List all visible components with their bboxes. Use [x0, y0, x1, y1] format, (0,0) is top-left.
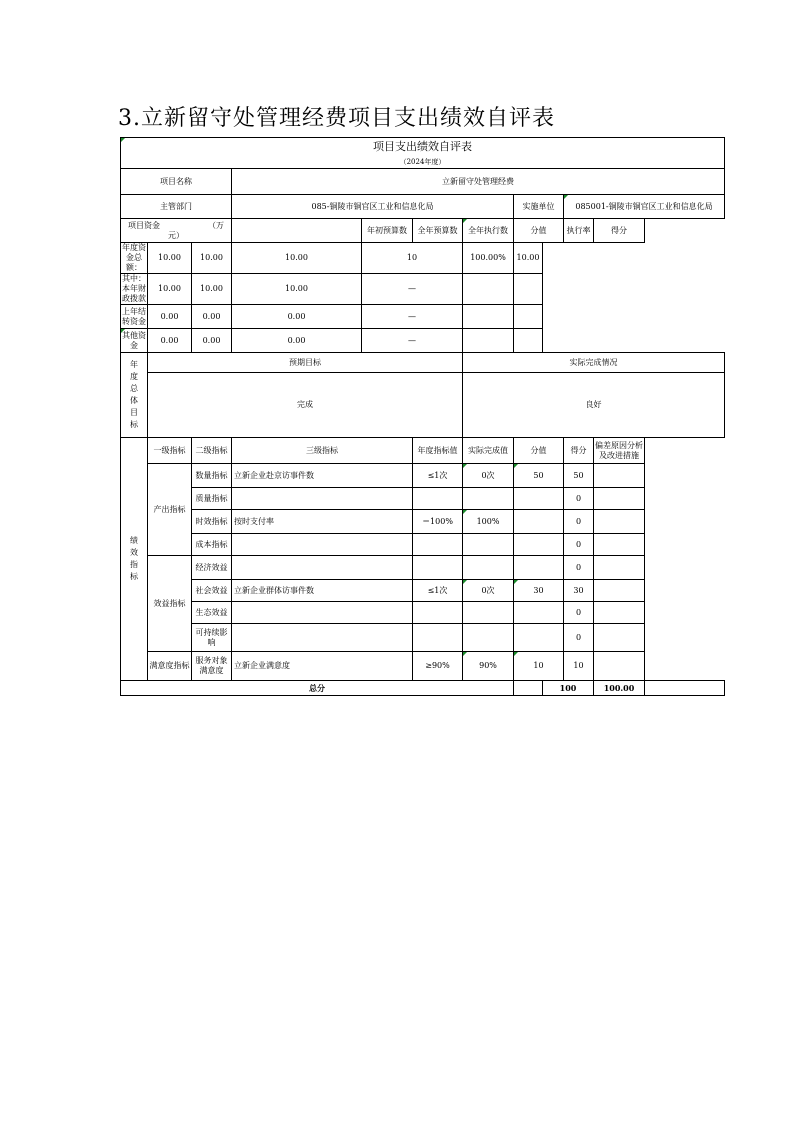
vertical-char: 标: [130, 420, 138, 429]
executed-amount: 10.00: [232, 243, 362, 274]
perf-score-value: 50: [514, 464, 564, 488]
perf-score-value: [514, 624, 564, 652]
perf-score: 0: [564, 488, 594, 510]
perf-level2: 生态效益: [192, 602, 232, 624]
budget-initial: 0.00: [148, 329, 192, 353]
funds-label-unit-end: 元）: [168, 230, 184, 240]
perf-actual: 0次: [463, 580, 514, 602]
actual-result-header: 实际完成情况: [463, 353, 725, 373]
vertical-char: 年: [130, 360, 138, 369]
funds-row-label: 年度资金总额：: [122, 243, 146, 272]
funds-score-value: —: [362, 274, 463, 305]
perf-score-value: [514, 534, 564, 556]
perf-level3: 立新企业满意度: [232, 652, 413, 681]
perf-score-value: [514, 602, 564, 624]
perf-actual: 0次: [463, 464, 514, 488]
perf-actual: [463, 556, 514, 580]
perf-note: [594, 652, 645, 681]
funds-header: 得分: [594, 219, 645, 243]
perf-header-actual: 实际完成值: [463, 438, 514, 464]
perf-target: [413, 488, 463, 510]
perf-score: 0: [564, 534, 594, 556]
perf-note: [594, 534, 645, 556]
perf-target: [413, 602, 463, 624]
funds-score-value: 10: [362, 243, 463, 274]
vertical-char: 度: [130, 372, 138, 381]
perf-score-value: 30: [514, 580, 564, 602]
funds-label: [121, 219, 232, 243]
funds-header: 年初预算数: [362, 219, 413, 243]
funds-row-label: 其他资金: [121, 329, 148, 353]
funds-score: [514, 274, 543, 305]
funds-header: 分值: [514, 219, 564, 243]
perf-header-note: 偏差原因分析及改进措施: [594, 438, 645, 464]
perf-actual: [463, 534, 514, 556]
table-year: （2024年度）: [121, 157, 725, 169]
expected-goal-header: 预期目标: [148, 353, 463, 373]
perf-level1: 产出指标: [148, 464, 192, 556]
perf-target: [413, 556, 463, 580]
funds-label-main: 项目资金: [128, 220, 160, 230]
perf-level2: 社会效益: [192, 580, 232, 602]
budget-annual: 10.00: [192, 243, 232, 274]
perf-level3: [232, 534, 413, 556]
perf-level1: 效益指标: [148, 556, 192, 652]
perf-actual: 90%: [463, 652, 514, 681]
perf-score-value: 10: [514, 652, 564, 681]
perf-target: [413, 624, 463, 652]
perf-level3: [232, 488, 413, 510]
total-score-value: 100: [543, 681, 594, 696]
perf-note: [594, 510, 645, 534]
perf-actual: [463, 624, 514, 652]
perf-score-value: [514, 556, 564, 580]
budget-annual: 0.00: [192, 329, 232, 353]
execution-rate: [463, 305, 514, 329]
vertical-char: 指: [130, 560, 138, 569]
perf-level3: 按时支付率: [232, 510, 413, 534]
actual-result-value: 良好: [463, 373, 725, 438]
total-note: [645, 681, 725, 696]
perf-score: 0: [564, 510, 594, 534]
vertical-char: 标: [130, 572, 138, 581]
vertical-char: 体: [130, 396, 138, 405]
funds-score: [514, 329, 543, 353]
perf-score: 10: [564, 652, 594, 681]
perf-level3: 立新企业赴京访事件数: [232, 464, 413, 488]
funds-score-value: —: [362, 305, 463, 329]
budget-annual: 0.00: [192, 305, 232, 329]
vertical-char: 效: [130, 548, 138, 557]
expected-goal-value: 完成: [148, 373, 463, 438]
funds-row-label: 其中：本年财政拨款: [122, 274, 146, 303]
dept-value: 085-铜陵市铜官区工业和信息化局: [232, 195, 514, 219]
perf-target: ≥90%: [413, 652, 463, 681]
perf-target: [413, 534, 463, 556]
perf-score: 0: [564, 556, 594, 580]
impl-value: 085001-铜陵市铜官区工业和信息化局: [564, 195, 725, 219]
performance-label: [121, 438, 148, 681]
executed-amount: 0.00: [232, 329, 362, 353]
impl-label: 实施单位: [514, 195, 564, 219]
budget-initial: 10.00: [148, 243, 192, 274]
funds-header-blank: [232, 219, 362, 243]
execution-rate: 100.00%: [463, 243, 514, 274]
perf-header-level2: 二级指标: [192, 438, 232, 464]
perf-level2: 可持续影响: [192, 624, 232, 652]
perf-level1: 满意度指标: [148, 652, 192, 681]
funds-header: 全年执行数: [463, 219, 514, 243]
perf-level3: [232, 556, 413, 580]
total-score: 100.00: [594, 681, 645, 696]
perf-level2: 服务对象满意度: [192, 652, 232, 681]
perf-note: [594, 488, 645, 510]
perf-header-score: 得分: [564, 438, 594, 464]
document-heading: 3.立新留守处管理经费项目支出绩效自评表: [118, 106, 555, 131]
perf-score: 0: [564, 602, 594, 624]
perf-score: 30: [564, 580, 594, 602]
budget-initial: 10.00: [148, 274, 192, 305]
total-label: 总分: [121, 681, 514, 696]
funds-score: 10.00: [514, 243, 543, 274]
perf-level2: 成本指标: [192, 534, 232, 556]
perf-score-value: [514, 488, 564, 510]
vertical-char: 总: [130, 384, 138, 393]
budget-initial: 0.00: [148, 305, 192, 329]
funds-header: 执行率: [564, 219, 594, 243]
perf-actual: [463, 488, 514, 510]
perf-target: ＝100%: [413, 510, 463, 534]
funds-header: 全年预算数: [413, 219, 463, 243]
vertical-char: 绩: [130, 536, 138, 545]
dept-label: 主管部门: [121, 195, 232, 219]
perf-actual: [463, 602, 514, 624]
perf-level2: 时效指标: [192, 510, 232, 534]
perf-score: 50: [564, 464, 594, 488]
perf-note: [594, 556, 645, 580]
vertical-char: 目: [130, 408, 138, 417]
perf-level2: 数量指标: [192, 464, 232, 488]
perf-actual: 100%: [463, 510, 514, 534]
funds-score: [514, 305, 543, 329]
executed-amount: 10.00: [232, 274, 362, 305]
project-name-label: 项目名称: [121, 169, 232, 195]
perf-note: [594, 602, 645, 624]
perf-note: [594, 464, 645, 488]
total-blank: [514, 681, 543, 696]
perf-header-target: 年度指标值: [413, 438, 463, 464]
perf-level3: [232, 602, 413, 624]
execution-rate: [463, 329, 514, 353]
execution-rate: [463, 274, 514, 305]
perf-level3: [232, 624, 413, 652]
perf-header-level1: 一级指标: [148, 438, 192, 464]
perf-target: ≤1次: [413, 464, 463, 488]
project-name-value: 立新留守处管理经费: [232, 169, 725, 195]
funds-label-unit: （万: [208, 220, 224, 230]
perf-note: [594, 624, 645, 652]
annual-goal-label: [121, 353, 148, 438]
perf-header-score-value: 分值: [514, 438, 564, 464]
perf-target: ≤1次: [413, 580, 463, 602]
perf-score: 0: [564, 624, 594, 652]
perf-level2: 质量指标: [192, 488, 232, 510]
funds-score-value: —: [362, 329, 463, 353]
perf-level2: 经济效益: [192, 556, 232, 580]
perf-header-level3: 三级指标: [232, 438, 413, 464]
funds-row-label: 上年结转资金: [121, 305, 148, 329]
budget-annual: 10.00: [192, 274, 232, 305]
perf-note: [594, 580, 645, 602]
table-title: 项目支出绩效自评表: [121, 138, 725, 157]
performance-table: [120, 137, 725, 696]
executed-amount: 0.00: [232, 305, 362, 329]
perf-level3: 立新企业群体访事件数: [232, 580, 413, 602]
perf-score-value: [514, 510, 564, 534]
